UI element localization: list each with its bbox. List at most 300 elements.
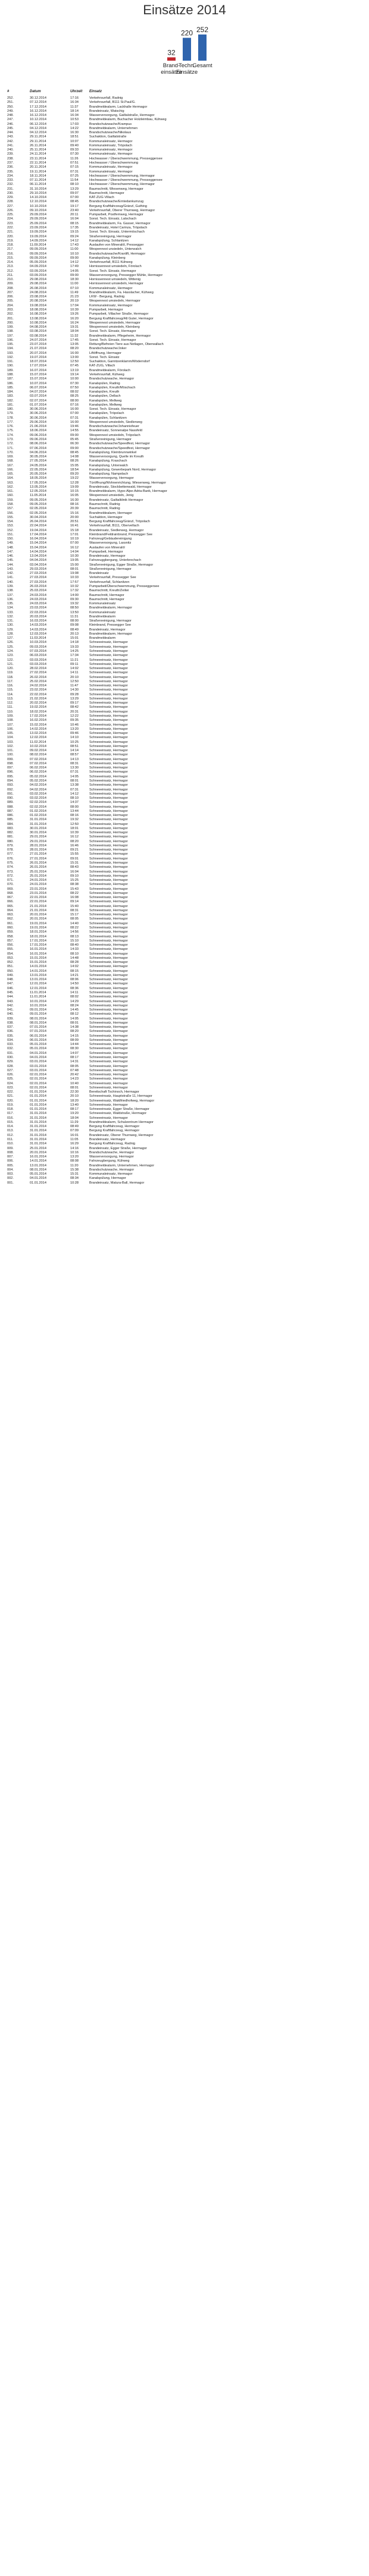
cell-incident: Schneeeinsatz, Hermagor: [89, 779, 128, 783]
cell-time: 15:16: [70, 511, 79, 515]
cell-number: 065.: [7, 904, 14, 908]
cell-time: 11:32: [70, 334, 79, 338]
cell-time: 19:08: [70, 572, 79, 576]
cell-number: 055.: [7, 947, 14, 952]
table-row: [7, 1125, 327, 1129]
cell-number: 226.: [7, 208, 14, 212]
cell-number: 003.: [7, 1172, 14, 1176]
table-row: [7, 632, 327, 636]
cell-number: 081.: [7, 835, 14, 839]
cell-incident: Schneeeinsatz, Hermagor: [89, 995, 128, 999]
cell-date: 11.09.2014: [30, 243, 46, 247]
cell-date: 19.09.2014: [30, 234, 46, 239]
cell-number: 088.: [7, 805, 14, 809]
cell-number: 190.: [7, 364, 14, 368]
cell-incident: Schneeeinsatz, Hermagor: [89, 727, 128, 731]
cell-time: 07:00: [70, 196, 79, 200]
cell-time: 23:40: [70, 208, 79, 212]
cell-incident: Schneeeinsatz, Hermagor: [89, 921, 128, 925]
cell-date: 30.05.2014: [30, 455, 46, 459]
cell-number: 026.: [7, 1073, 14, 1077]
cell-incident: Brandschutzwache, Hermagor: [89, 377, 135, 381]
table-row: [7, 369, 327, 373]
cell-time: 08:10: [70, 952, 79, 956]
cell-time: 08:20: [70, 347, 79, 351]
cell-incident: Wasserversorgung, Gailtalstraße, Hermagor: [89, 114, 155, 118]
table-row: [7, 663, 327, 667]
cell-date: 03.01.2014: [30, 1068, 46, 1072]
cell-incident: Brandeinsatz, Siedlerweg, Hermagor: [89, 528, 144, 532]
cell-time: 14:16: [70, 1146, 79, 1150]
cell-time: 10:32: [70, 585, 79, 589]
cell-time: 15:10: [70, 939, 79, 943]
cell-time: 11:26: [70, 156, 79, 161]
cell-time: 14:05: [70, 774, 79, 779]
cell-time: 10:33: [70, 576, 79, 580]
cell-time: 08:01: [70, 1021, 79, 1025]
cell-time: 08:25: [70, 394, 79, 399]
cell-number: 071.: [7, 878, 14, 883]
table-row: [7, 732, 327, 736]
cell-number: 228.: [7, 200, 14, 204]
cell-incident: Brandschutzwache/Nikolaus: [89, 131, 132, 135]
cell-number: 076.: [7, 856, 14, 861]
cell-date: 13.08.2014: [30, 316, 46, 321]
table-row: [7, 900, 327, 904]
cell-incident: Pumparbeit, Villacher Straße, Hermagor: [89, 312, 149, 316]
cell-number: 184.: [7, 390, 14, 394]
cell-date: 03.01.2014: [30, 1060, 46, 1064]
cell-incident: Schneeeinsatz, Hermagor: [89, 1073, 128, 1077]
cell-incident: Schneeeinsatz, Hermagor: [89, 978, 128, 982]
bar-0: [167, 57, 176, 61]
cell-date: 09.05.2014: [30, 502, 46, 506]
table-row: [7, 926, 327, 930]
cell-date: 09.09.2014: [30, 256, 46, 260]
table-row: [7, 226, 327, 230]
cell-time: 13:00: [70, 355, 79, 359]
cell-incident: Bergung Kraftfahrzeug/Alt Guter, Hermagor: [89, 316, 154, 321]
cell-number: 028.: [7, 1064, 14, 1068]
cell-date: 16.12.2014: [30, 109, 46, 113]
cell-date: 07.01.2014: [30, 1025, 46, 1030]
table-row: [7, 451, 327, 455]
cell-number: 165.: [7, 472, 14, 476]
cell-number: 214.: [7, 261, 14, 265]
page-title: Einsätze 2014: [143, 2, 226, 17]
table-row: [7, 1107, 327, 1112]
cell-date: 03.09.2014: [30, 269, 46, 273]
cell-time: 14:18: [70, 641, 79, 645]
table-row: [7, 386, 327, 390]
table-row: [7, 684, 327, 688]
cell-date: 06.01.2014: [30, 1038, 46, 1042]
cell-time: 15:25: [70, 878, 79, 883]
cell-date: 04.02.2014: [30, 783, 46, 787]
cell-time: 13:38: [70, 783, 79, 787]
table-row: [7, 196, 327, 200]
cell-time: 09:07: [70, 191, 79, 195]
cell-incident: Kanalspülung, Schlanitzen: [89, 239, 129, 243]
cell-time: 18:14: [70, 109, 79, 113]
cell-incident: Schneeeinsatz, Hermagor: [89, 982, 128, 986]
cell-date: 14.01.2014: [30, 965, 46, 969]
cell-number: 027.: [7, 1068, 14, 1072]
table-row: [7, 325, 327, 330]
cell-number: 127.: [7, 636, 14, 641]
cell-date: 19.07.2014: [30, 355, 46, 359]
cell-incident: Kanalspülen, Dellach: [89, 394, 121, 399]
table-row: [7, 235, 327, 239]
cell-time: 16:29: [70, 1142, 79, 1146]
table-row: [7, 394, 327, 399]
cell-incident: Schneeeinsatz, Hermagor: [89, 818, 128, 822]
cell-time: 16:20: [70, 316, 79, 321]
table-row: [7, 883, 327, 887]
cell-incident: Sonst. Tech. Einsatz, Untermöschach: [89, 230, 145, 234]
cell-time: 19:32: [70, 818, 79, 822]
cell-incident: Bergung Kraftfahrzeug, Radnig: [89, 1142, 136, 1146]
cell-number: 070.: [7, 883, 14, 887]
cell-time: 18:01: [70, 826, 79, 830]
cell-number: 082.: [7, 831, 14, 835]
cell-time: 20:10: [70, 1094, 79, 1099]
cell-date: 04.08.2014: [30, 325, 46, 330]
cell-incident: Bereitschaft Tschinoch, Hermagor: [89, 1090, 139, 1094]
table-row: [7, 382, 327, 386]
table-row: [7, 818, 327, 822]
table-row: [7, 896, 327, 900]
cell-number: 052.: [7, 961, 14, 965]
cell-incident: Brandschutzwache/Speedfest, Hermagor: [89, 442, 150, 446]
table-row: [7, 407, 327, 412]
table-row: [7, 982, 327, 986]
cell-number: 223.: [7, 221, 14, 225]
cell-number: 100.: [7, 753, 14, 757]
cell-incident: Schneeeinsatz, Hermagor: [89, 865, 128, 870]
cell-number: 039.: [7, 1016, 14, 1021]
cell-number: 222.: [7, 225, 14, 230]
cell-date: 26.02.2014: [30, 675, 46, 679]
cell-date: 09.06.2014: [30, 437, 46, 441]
cell-date: 09.09.2014: [30, 252, 46, 256]
cell-date: 14.04.2014: [30, 550, 46, 554]
cell-number: 248.: [7, 114, 14, 118]
cell-time: 17:34: [70, 654, 79, 658]
cell-date: 09.06.2014: [30, 433, 46, 437]
cell-time: 17:32: [70, 589, 79, 593]
cell-number: 183.: [7, 394, 14, 399]
cell-incident: Hornissennest umsiedeln, Hermagor: [89, 282, 143, 286]
cell-date: 02.05.2014: [30, 507, 46, 511]
cell-time: 16:04: [70, 217, 79, 221]
cell-incident: Schneeeinsatz, Hermagor: [89, 1008, 128, 1012]
table-row: [7, 956, 327, 961]
cell-time: 08:26: [70, 459, 79, 463]
cell-time: 22:30: [70, 1090, 79, 1094]
cell-incident: Bergung Kraftfahrzeug, Hermagor: [89, 1125, 140, 1129]
cell-number: 022.: [7, 1090, 14, 1094]
table-row: [7, 287, 327, 291]
cell-incident: Kanalspülen, Schlanitzen: [89, 416, 127, 420]
cell-time: 17:35: [70, 225, 79, 230]
cell-time: 14:13: [70, 757, 79, 761]
table-row: [7, 209, 327, 213]
cell-date: 04.12.2014: [30, 131, 46, 135]
cell-time: 14:56: [70, 930, 79, 934]
cell-incident: Schneeeinsatz, Hermagor: [89, 688, 128, 692]
cell-time: 09:35: [70, 718, 79, 723]
cell-incident: Schneeeinsatz, Hermagor: [89, 667, 128, 671]
cell-number: 054.: [7, 952, 14, 956]
cell-number: 113.: [7, 696, 14, 701]
cell-incident: Schneeeinsatz, Hermagor: [89, 675, 128, 679]
cell-date: 03.09.2014: [30, 273, 46, 277]
cell-time: 07:10: [70, 286, 79, 290]
cell-number: 148.: [7, 545, 14, 550]
cell-incident: Pumparbeit, Hermagor: [89, 308, 123, 312]
cell-incident: Brandmeldealarm, Schulzentrum Hermagor: [89, 1120, 154, 1124]
cell-time: 09:21: [70, 848, 79, 852]
cell-date: 26.01.2014: [30, 861, 46, 865]
cell-incident: Wasserversorgung, Quelle im Kreuth: [89, 455, 144, 459]
cell-incident: Schneeeinsatz, Hermagor: [89, 1077, 128, 1081]
table-row: [7, 710, 327, 714]
cell-number: 059.: [7, 930, 14, 934]
cell-incident: Schneeeinsatz, Hermagor: [89, 1030, 128, 1034]
cell-number: 154.: [7, 520, 14, 524]
table-row: [7, 775, 327, 779]
cell-incident: Wespennest unsiedeln, Unterwalch: [89, 247, 142, 252]
cell-incident: Brandschutzwache/Joker: [89, 347, 127, 351]
cell-incident: Wasserversorgung, Hermagor: [89, 1155, 134, 1159]
cell-date: 03.02.2014: [30, 796, 46, 801]
cell-date: 09.10.2014: [30, 208, 46, 212]
table-row: [7, 1147, 327, 1151]
cell-time: 14:15: [70, 1034, 79, 1038]
cell-time: 08:45: [70, 200, 79, 204]
cell-incident: Schneeeinsatz, Hermagor: [89, 696, 128, 701]
table-row: [7, 741, 327, 745]
cell-date: 09.03.2014: [30, 645, 46, 649]
cell-date: 14.02.2014: [30, 727, 46, 731]
cell-time: 14:45: [70, 1008, 79, 1012]
cell-number: 002.: [7, 1176, 14, 1181]
cell-time: 08:30: [70, 1047, 79, 1051]
cell-time: 12:50: [70, 822, 79, 826]
cell-date: 19.08.2014: [30, 303, 46, 308]
cell-date: 23.02.2014: [30, 688, 46, 692]
cell-date: 29.08.2014: [30, 282, 46, 286]
cell-number: 138.: [7, 589, 14, 593]
cell-incident: Straßenreinigung, Hermagor: [89, 437, 132, 441]
table-row: [7, 170, 327, 174]
cell-number: 231.: [7, 187, 14, 191]
cell-number: 007.: [7, 1155, 14, 1159]
cell-incident: Hochwasser / Überschwemmung, Hermagor: [89, 183, 155, 187]
table-row: [7, 447, 327, 451]
cell-incident: Fahrzeugbergung, Kühweg: [89, 1159, 130, 1163]
cell-number: 227.: [7, 204, 14, 208]
cell-date: 10.02.2014: [30, 744, 46, 748]
cell-date: 23.01.2014: [30, 891, 46, 895]
cell-date: 05.02.2014: [30, 779, 46, 783]
cell-date: 31.01.2014: [30, 822, 46, 826]
cell-date: 30.04.2014: [30, 515, 46, 519]
table-row: [7, 585, 327, 589]
cell-incident: Schneeeinsatz, Hermagor: [89, 1043, 128, 1047]
table-row: [7, 317, 327, 321]
table-row: [7, 723, 327, 727]
cell-incident: Schneeeinsatz, Hermagor: [89, 658, 128, 662]
cell-number: 245.: [7, 126, 14, 130]
table-row: [7, 1077, 327, 1081]
cell-incident: Schneeeinsatz, Hermagor: [89, 740, 128, 744]
cell-date: 24.05.2014: [30, 463, 46, 467]
table-row: [7, 364, 327, 368]
table-row: [7, 987, 327, 991]
table-row: [7, 581, 327, 585]
cell-incident: Schneeeinsatz, Hermagor: [89, 641, 128, 645]
cell-time: 09:17: [70, 701, 79, 705]
cell-date: 13.02.2014: [30, 732, 46, 736]
cell-time: 13:29: [70, 187, 79, 191]
table-row: [7, 360, 327, 364]
cell-time: 07:00: [70, 412, 79, 416]
cell-time: 08:40: [70, 943, 79, 947]
table-row: [7, 874, 327, 878]
cell-date: 17.05.2014: [30, 481, 46, 485]
cell-date: 20.07.2014: [30, 351, 46, 355]
table-row: [7, 485, 327, 490]
cell-date: 11.03.2014: [30, 636, 46, 641]
cell-date: 06.12.2014: [30, 122, 46, 126]
cell-incident: Schneeeinsatz, Hermagor: [89, 761, 128, 765]
cell-date: 02.01.2014: [30, 1077, 46, 1081]
cell-date: 29.10.2014: [30, 191, 46, 195]
cell-time: 08:43: [70, 865, 79, 870]
cell-time: 19:33: [70, 645, 79, 649]
cell-number: 144.: [7, 563, 14, 567]
cell-number: 038.: [7, 1021, 14, 1025]
cell-date: 01.01.2014: [30, 1090, 46, 1094]
cell-time: 09:01: [70, 856, 79, 861]
cell-time: 14:00: [70, 593, 79, 597]
table-row: [7, 330, 327, 334]
cell-date: 08.01.2014: [30, 1168, 46, 1172]
cell-number: 017.: [7, 1112, 14, 1116]
cell-time: 15:31: [70, 1172, 79, 1176]
cell-number: 103.: [7, 740, 14, 744]
table-row: [7, 1103, 327, 1107]
cell-incident: Brandeinsatz, Oberer Thurnweg, Hermagor: [89, 1133, 154, 1137]
cell-time: 11:21: [70, 658, 79, 662]
cell-number: 232.: [7, 183, 14, 187]
cell-date: 29.11.2014: [30, 135, 46, 139]
cell-incident: Schneeeinsatz, Hermagor: [89, 1003, 128, 1008]
cell-number: 199.: [7, 325, 14, 330]
cell-number: 102.: [7, 744, 14, 748]
cell-number: 201.: [7, 316, 14, 321]
table-row: [7, 611, 327, 615]
cell-number: 069.: [7, 887, 14, 891]
cell-date: 31.01.2014: [30, 1116, 46, 1120]
table-row: [7, 978, 327, 982]
cell-number: 021.: [7, 1094, 14, 1099]
table-row: [7, 347, 327, 351]
cell-time: 09:08: [70, 623, 79, 627]
cell-time: 09:00: [70, 273, 79, 277]
cell-date: 23.09.2014: [30, 225, 46, 230]
cell-time: 20:00: [70, 515, 79, 519]
cell-date: 31.01.2014: [30, 1120, 46, 1124]
cell-incident: Kommunaleinsatz, Hermagor: [89, 170, 133, 174]
table-row: [7, 753, 327, 757]
cell-incident: Kommunaleinsatz, Hermagor: [89, 165, 133, 170]
cell-date: 15.04.2014: [30, 545, 46, 550]
cell-time: 09:24: [70, 234, 79, 239]
cell-number: 239.: [7, 152, 14, 156]
cell-time: 13:29: [70, 696, 79, 701]
cell-number: 241.: [7, 143, 14, 148]
cell-number: 162.: [7, 485, 14, 489]
cell-number: 178.: [7, 416, 14, 420]
cell-number: 210.: [7, 278, 14, 282]
cell-time: 11:37: [70, 105, 79, 109]
cell-number: 085.: [7, 818, 14, 822]
cell-time: 13:20: [70, 1155, 79, 1159]
cell-time: 19:31: [70, 325, 79, 330]
table-row: [7, 399, 327, 403]
cell-number: 216.: [7, 252, 14, 256]
cell-time: 15:18: [70, 528, 79, 532]
table-row: [7, 459, 327, 463]
cell-time: 08:16: [70, 502, 79, 506]
cell-date: 24.01.2014: [30, 878, 46, 883]
cell-incident: Brandmeldealarm, Förolach: [89, 368, 131, 372]
cell-number: 056.: [7, 943, 14, 947]
cell-number: 034.: [7, 1038, 14, 1042]
table-row: [7, 606, 327, 610]
cell-time: 08:24: [70, 1003, 79, 1008]
table-row: [7, 1176, 327, 1181]
cell-time: 07:45: [70, 364, 79, 368]
cell-date: 07.11.2014: [30, 178, 46, 183]
table-row: [7, 554, 327, 559]
cell-number: 230.: [7, 191, 14, 195]
cell-number: 091.: [7, 792, 14, 796]
cell-incident: Schneeeinsatz, Hermagor: [89, 831, 128, 835]
table-row: [7, 796, 327, 801]
cell-incident: Hochwasser / Überschwemmung, Presseggersee: [89, 156, 162, 161]
cell-number: 160.: [7, 494, 14, 498]
table-row: [7, 476, 327, 481]
cell-date: 31.01.2014: [30, 818, 46, 822]
table-row: [7, 217, 327, 221]
cell-time: 10:25: [70, 740, 79, 744]
cell-time: 14:07: [70, 1051, 79, 1055]
cell-number: 175.: [7, 429, 14, 433]
cell-time: 08:20: [70, 1030, 79, 1034]
cell-date: 28.01.2014: [30, 843, 46, 848]
table-row: [7, 930, 327, 934]
cell-incident: Pumparbeit, Postfernweg, Hermagor: [89, 213, 143, 217]
cell-date: 18.06.2014: [30, 429, 46, 433]
cell-date: 09.09.2014: [30, 247, 46, 252]
cell-incident: Baumschnitt, Hermagor: [89, 593, 124, 597]
table-row: [7, 667, 327, 671]
cell-date: 01.07.2014: [30, 403, 46, 407]
